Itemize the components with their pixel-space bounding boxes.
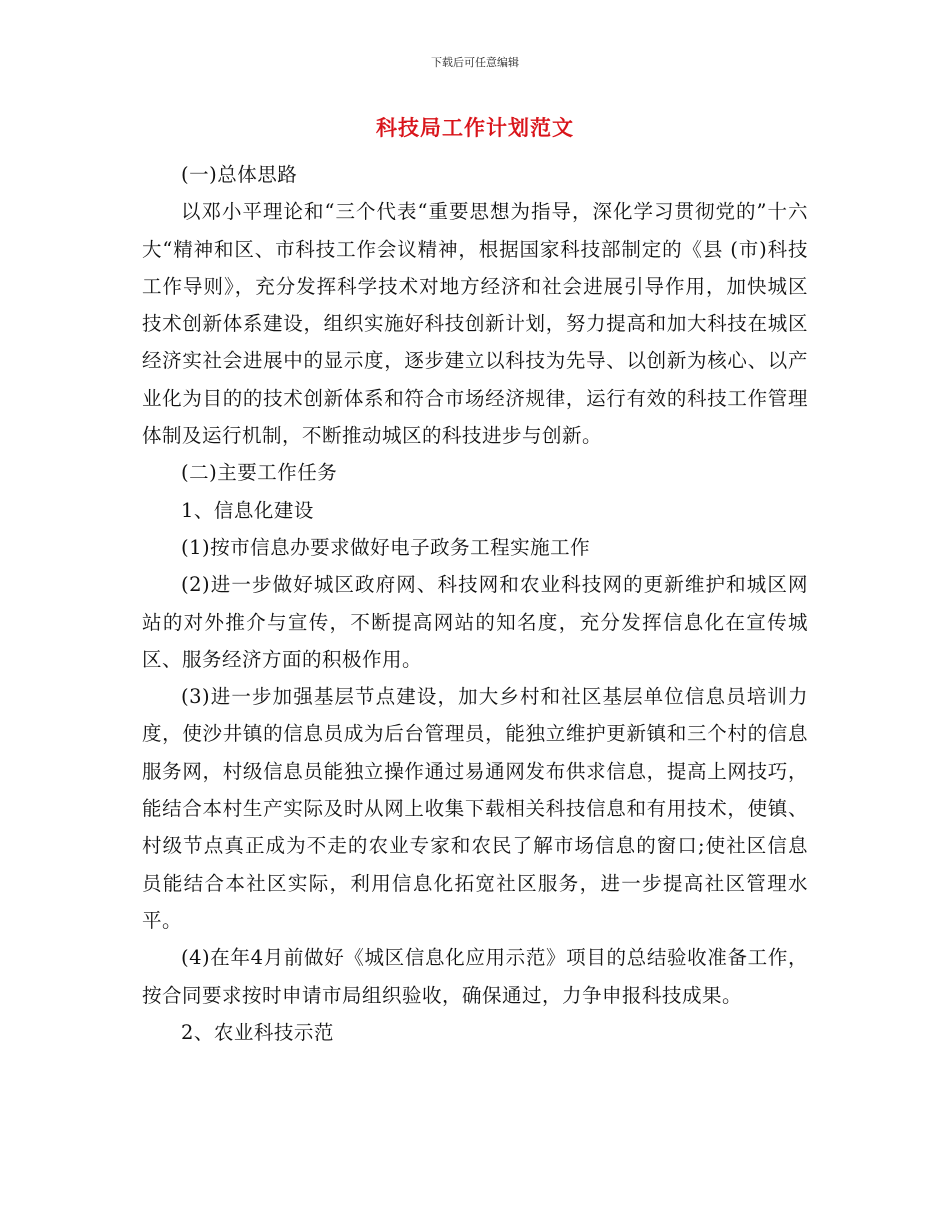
paragraph-item-1: (1)按市信息办要求做好电子政务工程实施工作 [181, 535, 591, 559]
subheading-agri-demo: 2、农业科技示范 [181, 1020, 334, 1044]
paragraph-item-3: (3)进一步加强基层节点建设，加大乡村和社区基层单位信息员培训力度，使沙井镇的信息员成为后台管理员，能独立维护更新镇和三个村的信息服务网，村级信息员能独立操作通过易通网发布供求信息，提高上网技巧，能结合本村生产实际及时从网上收集下载相关科技信息和有用技术，使镇、村级节点真正成为不走的农业专家和农民了解市场信息的窗口;使社区信息员能结合本社区实际，利用信息化拓宽社区服务，进一步提高社区管理水平。 [142, 685, 808, 932]
paragraph-overall-approach: 以邓小平理论和“三个代表“重要思想为指导，深化学习贯彻党的”十六大“精神和区、市科技工作会议精神，根据国家科技部制定的《县 (市)科技工作导则》，充分发挥科学技术对地方经济和社会进展引导作用，加快城区技术创新体系建设，组织实施好科技创新计划，努力提高和加大科技在城区经济实社会进展中的显示度，逐步建立以科技为先导、以创新为核心、以产业化为目的的技术创新体系和符合市场经济规律，运行有效的科技工作管理体制及运行机制，不断推动城区的科技进步与创新。 [142, 200, 808, 448]
section-heading-overall: (一)总体思路 [181, 163, 298, 186]
header-note: 下载后可任意编辑 [431, 56, 519, 69]
paragraph-item-4: (4)在年4月前做好《城区信息化应用示范》项目的总结验收准备工作，按合同要求按时申请市局组织验收，确保通过，力争申报科技成果。 [142, 946, 808, 1007]
document-title: 科技局工作计划范文 [376, 116, 574, 140]
section-heading-tasks: (二)主要工作任务 [181, 461, 338, 485]
paragraph-item-2: (2)进一步做好城区政府网、科技网和农业科技网的更新维护和城区网站的对外推介与宣传，不断提高网站的知名度，充分发挥信息化在宣传城区、服务经济方面的积极作用。 [142, 573, 808, 671]
document-body [142, 156, 808, 1051]
subheading-informatization: 1、信息化建设 [181, 498, 314, 522]
